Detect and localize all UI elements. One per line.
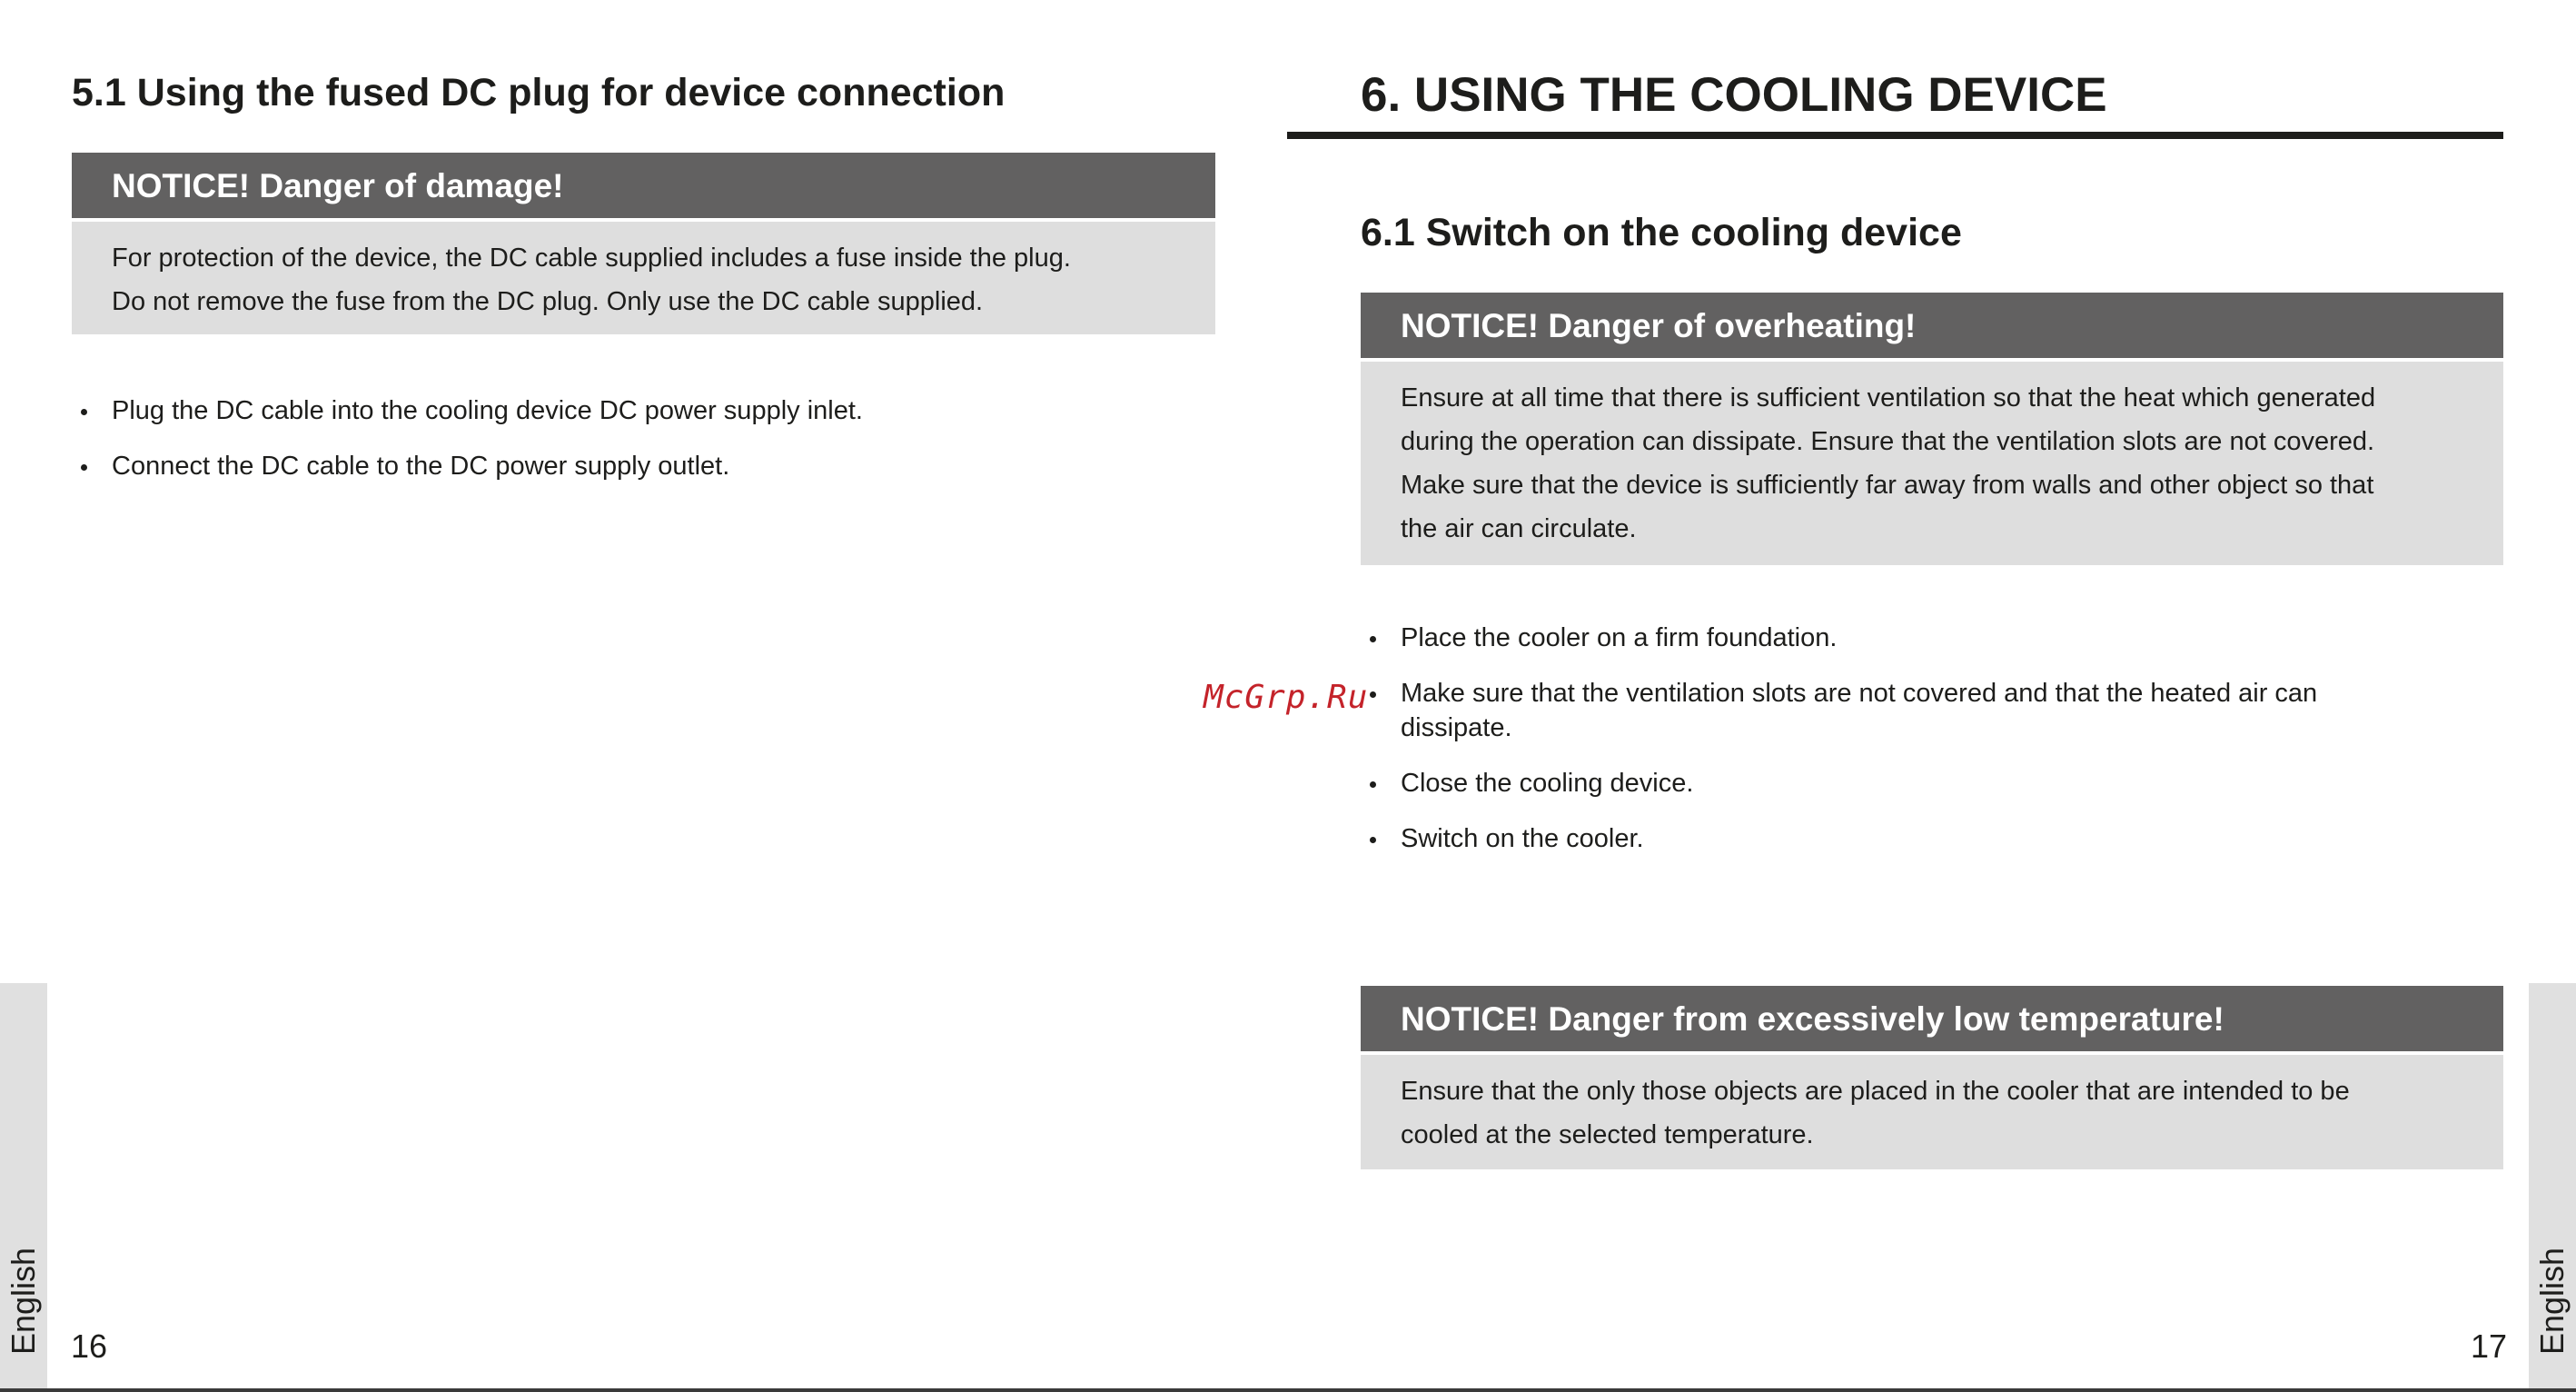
bullet-icon	[81, 409, 87, 415]
notice-body	[72, 222, 1215, 334]
bullet-icon	[81, 464, 87, 471]
notice-danger-of-overheating	[1361, 293, 2503, 565]
notice-header: NOTICE! Danger of overheating!	[1361, 293, 2503, 358]
notice-line: Make sure that the device is sufficiently far away from walls and other object so that	[1401, 471, 2374, 500]
chapter-underline	[1287, 132, 2503, 139]
list-item: Close the cooling device.	[1361, 766, 2503, 800]
language-label: English	[2533, 1247, 2571, 1356]
notice-header: NOTICE! Danger of damage!	[72, 153, 1215, 218]
notice-danger-of-damage	[72, 153, 1215, 334]
list-item: Make sure that the ventilation slots are not covered and that the heated air can dissipate.	[1361, 676, 2427, 745]
notice-line: the air can circulate.	[1401, 514, 1637, 543]
section-title-6-1: 6.1 Switch on the cooling device	[1361, 211, 1962, 254]
bullet-icon	[1370, 691, 1376, 698]
notice-header: NOTICE! Danger from excessively low temperature!	[1361, 986, 2503, 1051]
page-16	[0, 0, 1272, 1392]
bottom-border	[0, 1388, 2576, 1392]
notice-line: Do not remove the fuse from the DC plug. Only use the DC cable supplied.	[112, 287, 984, 316]
notice-body	[1361, 1055, 2503, 1169]
notice-danger-low-temperature	[1361, 986, 2503, 1169]
bullet-icon	[1370, 781, 1376, 788]
notice-line: Ensure that the only those objects are placed in the cooler that are intended to be	[1401, 1077, 2350, 1106]
page-number: 16	[71, 1327, 108, 1365]
language-tab	[0, 983, 47, 1392]
language-tab	[2529, 983, 2576, 1392]
notice-line: cooled at the selected temperature.	[1401, 1120, 1814, 1149]
notice-line: during the operation can dissipate. Ensure that the ventilation slots are not covered.	[1401, 427, 2375, 456]
list-item: Connect the DC cable to the DC power supply outlet.	[72, 449, 1215, 483]
list-item: Switch on the cooler.	[1361, 821, 2503, 856]
list-item: Plug the DC cable into the cooling device DC power supply inlet.	[72, 393, 1215, 428]
notice-line: For protection of the device, the DC cable supplied includes a fuse inside the plug.	[112, 244, 1071, 273]
page-17	[1272, 0, 2576, 1392]
watermark-logo: McGrp.Ru	[1204, 679, 1369, 716]
list-item: Place the cooler on a firm foundation.	[1361, 621, 2503, 655]
bullet-list	[1361, 621, 2503, 877]
notice-line: Ensure at all time that there is sufficient ventilation so that the heat which generated	[1401, 383, 2376, 413]
bullet-icon	[1370, 837, 1376, 843]
notice-body	[1361, 362, 2503, 565]
bullet-list	[72, 393, 1215, 504]
chapter-title: 6. USING THE COOLING DEVICE	[1361, 68, 2107, 122]
section-title-5-1: 5.1 Using the fused DC plug for device connection	[72, 71, 1006, 114]
language-label: English	[5, 1247, 42, 1356]
page-number: 17	[2471, 1327, 2508, 1365]
bullet-icon	[1370, 636, 1376, 642]
